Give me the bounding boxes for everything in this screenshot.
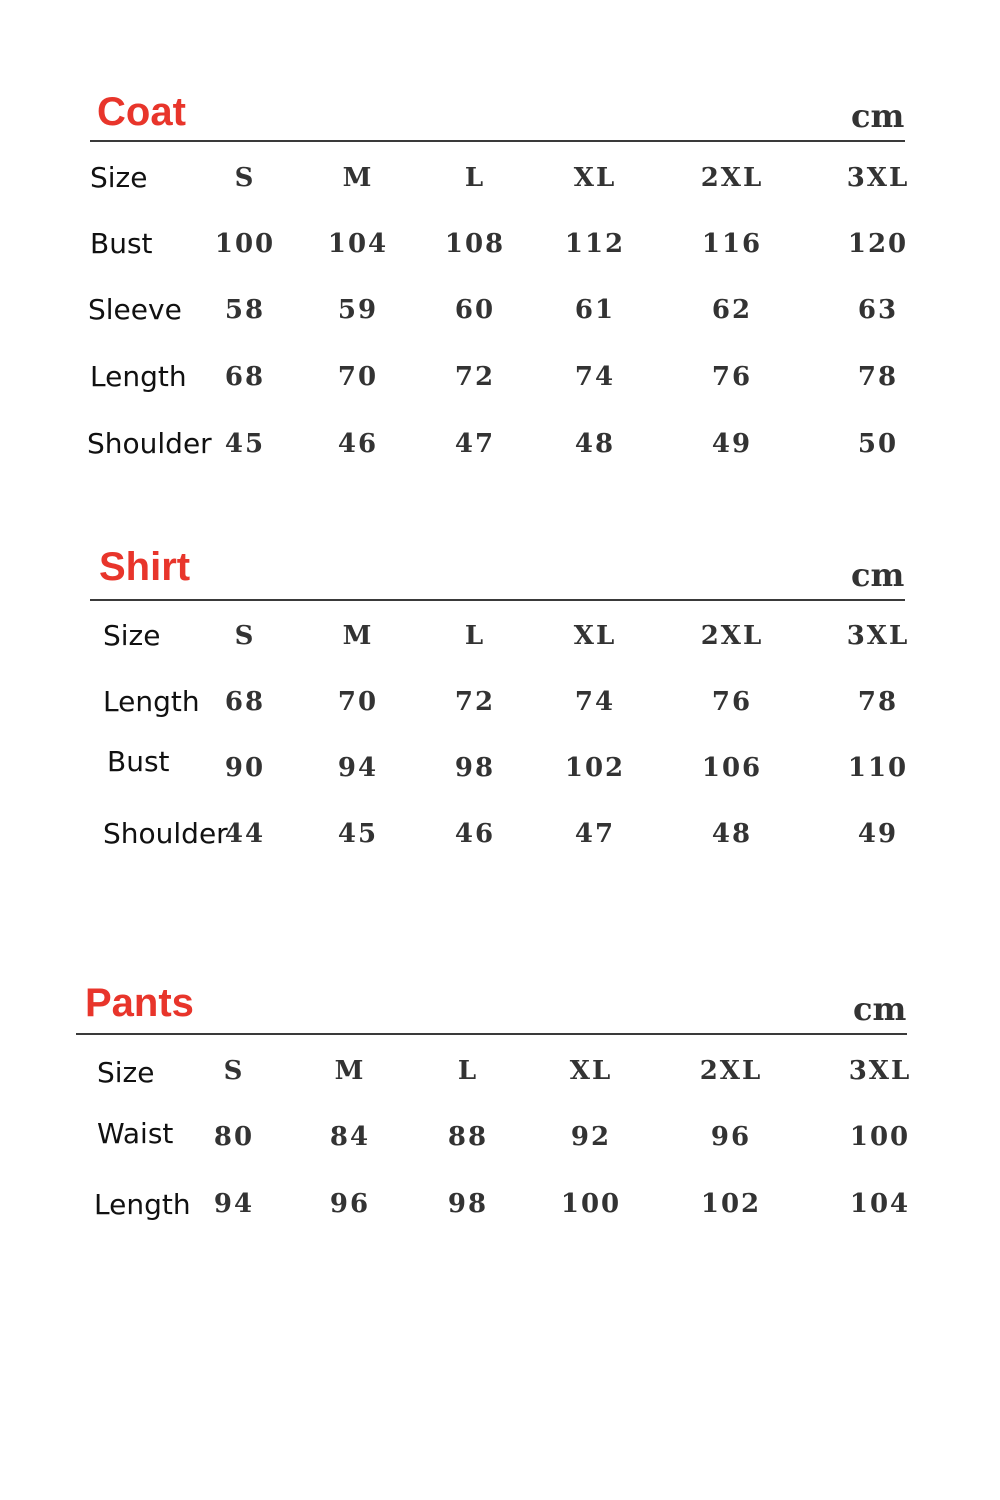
pants-title: Pants: [85, 981, 194, 1025]
table-cell: 84: [329, 1122, 371, 1152]
table-cell: L: [464, 621, 486, 651]
table-cell: XL: [569, 1056, 613, 1086]
table-cell: 108: [444, 229, 506, 259]
table-cell: 96: [710, 1122, 752, 1152]
table-cell: 60: [454, 295, 496, 325]
table-cell: 70: [337, 687, 379, 717]
table-cell: 102: [564, 753, 626, 783]
table-cell: 104: [849, 1189, 911, 1219]
table-cell: XL: [573, 163, 617, 193]
table-cell: 46: [337, 429, 379, 459]
row-label: Length: [103, 685, 200, 718]
row-label: Size: [90, 161, 148, 194]
table-cell: 94: [337, 753, 379, 783]
coat-unit-label: cm: [851, 97, 905, 135]
table-cell: 104: [327, 229, 389, 259]
row-label: Sleeve: [88, 293, 182, 326]
table-cell: 68: [224, 362, 266, 392]
row-label: Shoulder: [103, 817, 228, 850]
table-cell: 58: [224, 295, 266, 325]
row-label: Size: [103, 619, 161, 652]
table-cell: 94: [213, 1189, 255, 1219]
row-label: Waist: [97, 1117, 174, 1150]
table-cell: 48: [574, 429, 616, 459]
table-cell: 45: [224, 429, 266, 459]
table-cell: 90: [224, 753, 266, 783]
table-cell: M: [334, 1056, 366, 1086]
table-cell: 116: [701, 229, 763, 259]
table-row: [0, 158, 1000, 198]
table-cell: 59: [337, 295, 379, 325]
table-row: [0, 1117, 1000, 1157]
pants-divider: [76, 1033, 907, 1035]
table-cell: 92: [570, 1122, 612, 1152]
table-cell: 72: [454, 687, 496, 717]
row-label: Bust: [107, 745, 170, 778]
table-cell: XL: [573, 621, 617, 651]
coat-divider: [90, 140, 905, 142]
table-cell: 96: [329, 1189, 371, 1219]
table-cell: 78: [857, 362, 899, 392]
shirt-unit-label: cm: [851, 556, 905, 594]
table-cell: 45: [337, 819, 379, 849]
table-cell: L: [464, 163, 486, 193]
table-cell: 62: [711, 295, 753, 325]
table-cell: 80: [213, 1122, 255, 1152]
table-cell: 46: [454, 819, 496, 849]
table-cell: 100: [849, 1122, 911, 1152]
table-cell: 68: [224, 687, 266, 717]
table-row: [0, 290, 1000, 330]
table-cell: 112: [564, 229, 626, 259]
table-row: [0, 745, 1000, 788]
shirt-title: Shirt: [99, 545, 191, 589]
table-row: [0, 1184, 1000, 1224]
table-row: [0, 424, 1000, 464]
coat-title: Coat: [97, 90, 186, 134]
table-cell: 50: [857, 429, 899, 459]
table-cell: 47: [574, 819, 616, 849]
table-row: [0, 357, 1000, 397]
table-cell: 72: [454, 362, 496, 392]
row-label: Length: [90, 360, 187, 393]
table-cell: M: [342, 621, 374, 651]
shirt-divider: [90, 599, 905, 601]
table-cell: 61: [574, 295, 616, 325]
table-cell: 48: [711, 819, 753, 849]
table-cell: 76: [711, 362, 753, 392]
table-cell: 74: [574, 687, 616, 717]
table-cell: 106: [701, 753, 763, 783]
table-row: [0, 224, 1000, 264]
table-cell: 49: [857, 819, 899, 849]
table-cell: 74: [574, 362, 616, 392]
table-cell: 88: [447, 1122, 489, 1152]
table-cell: S: [234, 621, 256, 651]
table-cell: 102: [700, 1189, 762, 1219]
row-label: Length: [94, 1188, 191, 1221]
pants-unit-label: cm: [853, 990, 907, 1028]
table-row: [0, 1051, 1000, 1091]
table-row: [0, 814, 1000, 854]
table-cell: 2XL: [700, 621, 764, 651]
table-cell: 47: [454, 429, 496, 459]
table-cell: 2XL: [699, 1056, 763, 1086]
table-cell: 3XL: [848, 1056, 912, 1086]
table-cell: 100: [560, 1189, 622, 1219]
table-cell: 110: [847, 753, 909, 783]
table-cell: M: [342, 163, 374, 193]
table-cell: 98: [454, 753, 496, 783]
table-row: [0, 682, 1000, 722]
table-cell: 76: [711, 687, 753, 717]
table-cell: 70: [337, 362, 379, 392]
table-cell: 98: [447, 1189, 489, 1219]
table-cell: S: [234, 163, 256, 193]
table-row: [0, 616, 1000, 656]
table-cell: 100: [214, 229, 276, 259]
table-cell: 63: [857, 295, 899, 325]
table-cell: 3XL: [846, 621, 910, 651]
table-cell: 2XL: [700, 163, 764, 193]
table-cell: 120: [847, 229, 909, 259]
table-cell: 44: [224, 819, 266, 849]
table-cell: 49: [711, 429, 753, 459]
table-cell: 3XL: [846, 163, 910, 193]
row-label: Shoulder: [87, 427, 212, 460]
table-cell: L: [457, 1056, 479, 1086]
table-cell: 78: [857, 687, 899, 717]
table-cell: S: [223, 1056, 245, 1086]
row-label: Size: [97, 1056, 155, 1089]
row-label: Bust: [90, 227, 153, 260]
